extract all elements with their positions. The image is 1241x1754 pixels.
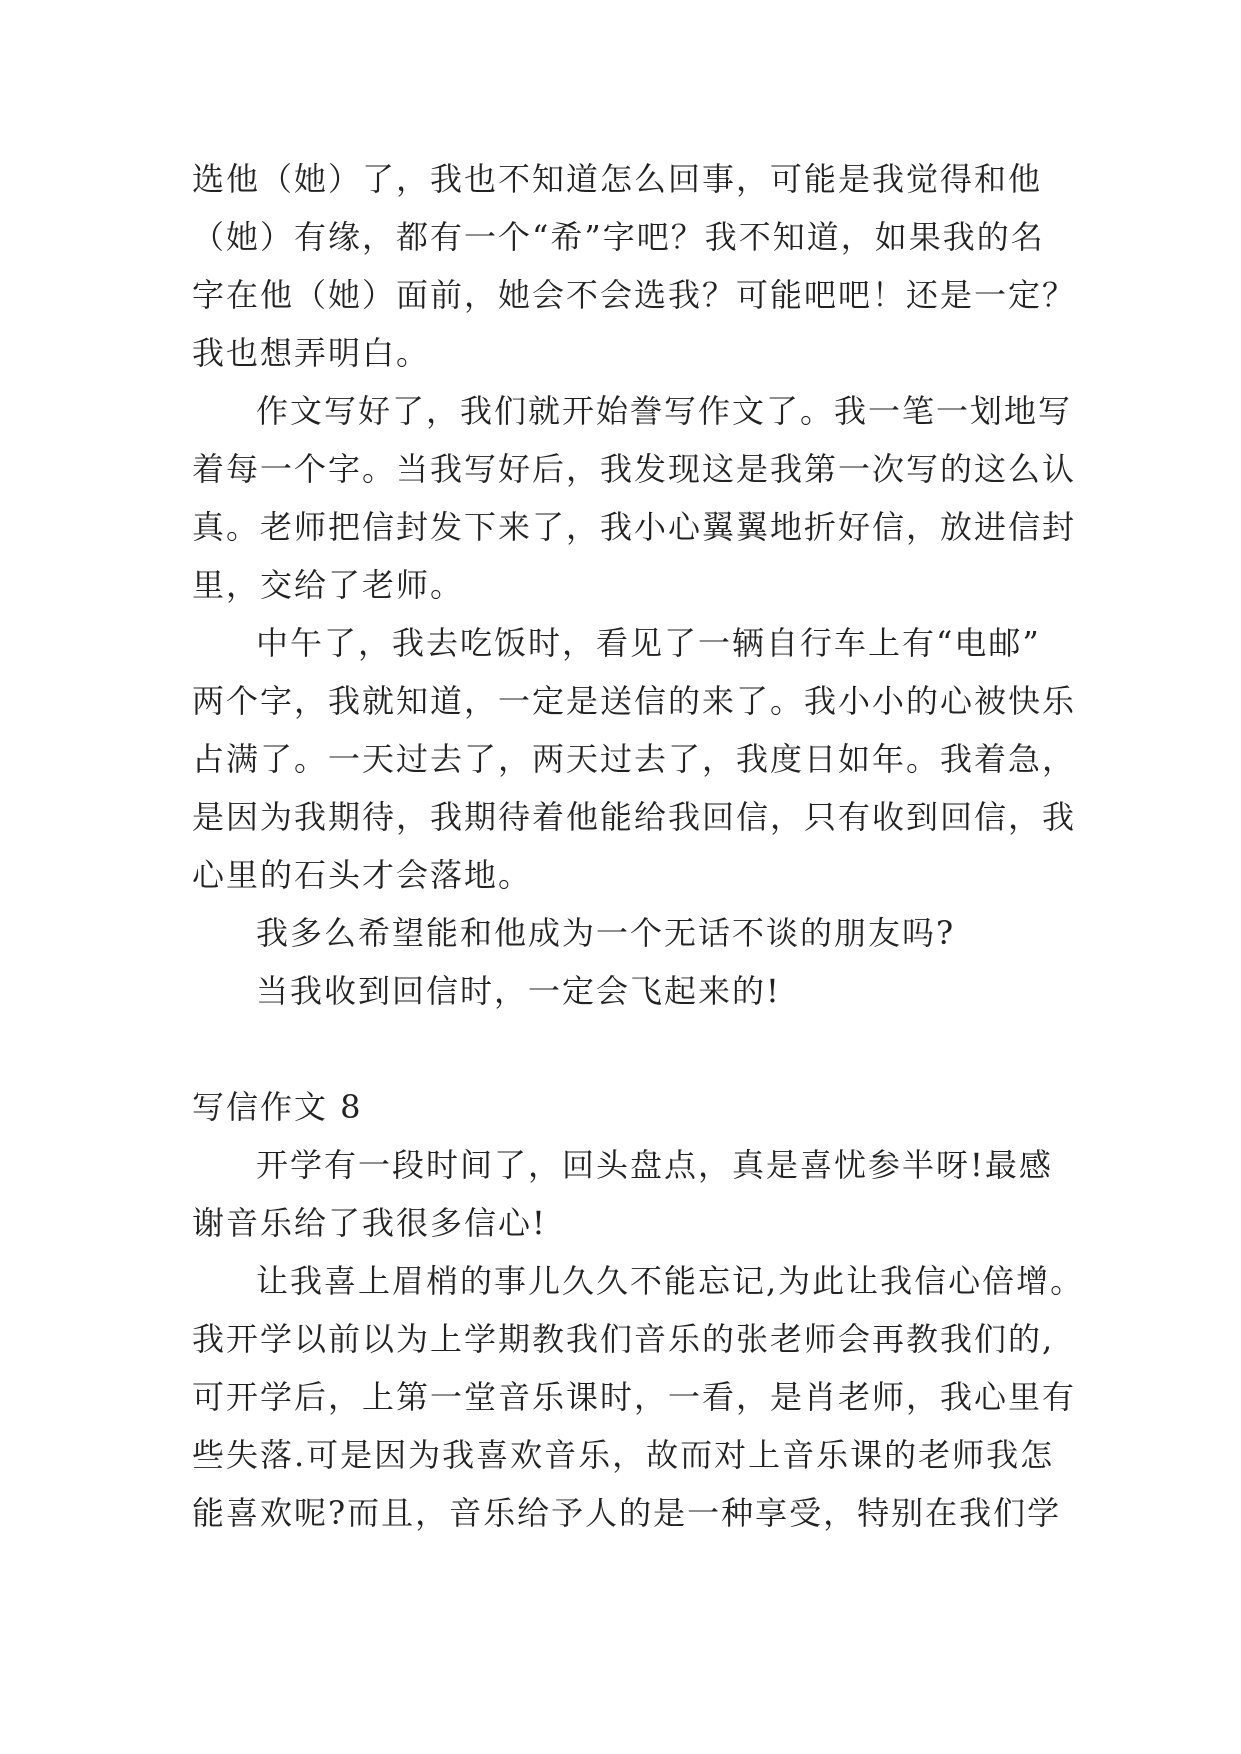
paragraph-line: 着每一个字。当我写好后，我发现这是我第一次写的这么认 (192, 450, 1077, 488)
paragraph-line: 些失落.可是因为我喜欢音乐，故而对上音乐课的老师我怎 (192, 1436, 1055, 1474)
paragraph-line: 我也想弄明白。 (192, 334, 431, 372)
paragraph-line: 选他（她）了，我也不知道怎么回事，可能是我觉得和他 (192, 160, 1043, 198)
paragraph-line: 能喜欢呢?而且，音乐给予人的是一种享受，特别在我们学 (192, 1494, 1062, 1532)
paragraph-line: 是因为我期待，我期待着他能给我回信，只有收到回信，我 (192, 798, 1077, 836)
paragraph-line: 中午了，我去吃饭时，看见了一辆自行车上有“电邮” (256, 624, 1041, 662)
paragraph-line: 开学有一段时间了，回头盘点，真是喜忧参半呀!最感 (256, 1146, 1053, 1184)
paragraph-line: 谢音乐给了我很多信心! (192, 1204, 547, 1242)
paragraph-line: 让我喜上眉梢的事儿久久不能忘记,为此让我信心倍增。 (256, 1262, 1085, 1300)
paragraph-line: 真。老师把信封发下来了，我小心翼翼地折好信，放进信封 (192, 508, 1077, 546)
paragraph-line: 两个字，我就知道，一定是送信的来了。我小小的心被快乐 (192, 682, 1077, 720)
paragraph-line: 可开学后，上第一堂音乐课时，一看，是肖老师，我心里有 (192, 1378, 1077, 1416)
paragraph-line: （她）有缘，都有一个“希”字吧？我不知道，如果我的名 (192, 218, 1045, 256)
section-heading: 写信作文 8 (192, 1088, 363, 1126)
paragraph-line: 当我收到回信时，一定会飞起来的! (256, 972, 781, 1010)
paragraph-line: 我多么希望能和他成为一个无话不谈的朋友吗? (256, 914, 956, 952)
paragraph-line: 字在他（她）面前，她会不会选我？可能吧吧！还是一定？ (192, 276, 1077, 314)
paragraph-line: 占满了。一天过去了，两天过去了，我度日如年。我着急， (192, 740, 1077, 778)
paragraph-line: 里，交给了老师。 (192, 566, 465, 604)
paragraph-line: 作文写好了，我们就开始誊写作文了。我一笔一划地写 (256, 392, 1073, 430)
paragraph-line: 心里的石头才会落地。 (192, 856, 533, 894)
paragraph-line: 我开学以前以为上学期教我们音乐的张老师会再教我们的, (192, 1320, 1055, 1358)
